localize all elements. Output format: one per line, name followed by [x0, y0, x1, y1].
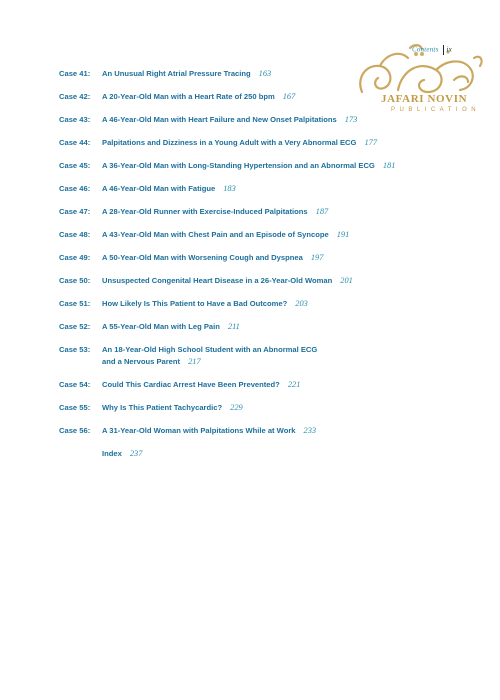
- toc-entry-text: [102, 321, 479, 333]
- page-number: 177: [364, 138, 377, 147]
- case-number: Case 54:: [59, 379, 91, 389]
- running-head-divider: [443, 45, 444, 55]
- page-number: 197: [310, 253, 324, 262]
- watermark-brand-text: JAFARI NOVIN: [381, 93, 468, 105]
- toc-entry-case-43[interactable]: [59, 114, 479, 126]
- toc-entry-text: [102, 137, 479, 149]
- case-title: Why Is This Patient Tachycardic?: [102, 402, 223, 412]
- case-number: Case 41:: [59, 69, 91, 78]
- toc-entry-case-55[interactable]: [59, 402, 479, 414]
- toc-entry-text: [102, 183, 479, 195]
- toc-entry-text: [102, 91, 479, 103]
- toc-entry-case-56[interactable]: [59, 425, 479, 437]
- case-number: Case 43:: [59, 115, 91, 124]
- case-title: A 36-Year-Old Man with Long-Standing Hypertension and an Abnormal ECG: [102, 161, 375, 170]
- toc-entry-text: [102, 448, 479, 460]
- case-number: Case 48:: [59, 230, 91, 239]
- table-of-contents: [59, 68, 479, 459]
- case-title: A 55-Year-Old Man with Leg Pain: [102, 322, 220, 331]
- case-title: A 28-Year-Old Runner with Exercise-Induced Palpitations: [102, 207, 308, 216]
- toc-entry-case-44[interactable]: [59, 137, 479, 149]
- page-number: 163: [258, 69, 272, 78]
- case-number: Case 55:: [59, 402, 91, 412]
- case-title: Unsuspected Congenital Heart Disease in a 26-Year-Old Woman: [102, 276, 333, 285]
- toc-entry-case-46[interactable]: [59, 183, 479, 195]
- page-number: 203: [295, 299, 308, 308]
- index-title: Index: [102, 448, 122, 458]
- case-number: Case 50:: [59, 276, 91, 285]
- case-title: Palpitations and Dizziness in a Young Adult with a Very Abnormal ECG: [102, 138, 357, 147]
- case-title: A 46-Year-Old Man with Heart Failure and New Onset Palpitations: [102, 115, 337, 124]
- case-title: A 43-Year-Old Man with Chest Pain and an Episode of Syncope: [102, 230, 329, 239]
- toc-entry-text: [102, 206, 479, 218]
- page-number: 183: [223, 184, 236, 193]
- toc-entry-case-48[interactable]: [59, 229, 479, 241]
- case-title: A 20-Year-Old Man with a Heart Rate of 250 bpm: [102, 92, 275, 101]
- case-title: Could This Cardiac Arrest Have Been Prevented?: [102, 379, 280, 389]
- case-title: A 31-Year-Old Woman with Palpitations While at Work: [102, 425, 296, 435]
- toc-entry-case-47[interactable]: [59, 206, 479, 218]
- toc-entry-case-51[interactable]: [59, 298, 479, 310]
- case-number: Case 56:: [59, 425, 91, 435]
- page-number: 167: [282, 92, 296, 101]
- toc-entry-text: [102, 402, 479, 414]
- case-title: How Likely Is This Patient to Have a Bad Outcome?: [102, 299, 288, 308]
- case-number: Case 51:: [59, 299, 91, 308]
- case-title: A 50-Year-Old Man with Worsening Cough and Dyspnea: [102, 253, 303, 262]
- case-title: An Unusual Right Atrial Pressure Tracing: [102, 69, 251, 78]
- case-number: Case 42:: [59, 92, 91, 101]
- toc-entry-case-54[interactable]: [59, 379, 479, 391]
- case-number: Case 46:: [59, 184, 91, 193]
- page-number: 211: [227, 322, 240, 331]
- case-number: Case 49:: [59, 253, 91, 262]
- case-number: Case 45:: [59, 161, 91, 170]
- running-head-page-number: ix: [446, 45, 452, 54]
- toc-entry-text: [102, 425, 479, 437]
- page-number: 173: [344, 115, 358, 124]
- toc-entry-text: [102, 160, 479, 172]
- toc-entry-case-41[interactable]: [59, 68, 479, 80]
- case-number: Case 44:: [59, 138, 91, 147]
- watermark-tagline-text: PUBLICATION: [391, 107, 481, 113]
- page-number: 191: [336, 230, 350, 239]
- running-head: [412, 45, 452, 55]
- toc-entry-text: [102, 275, 479, 287]
- toc-entry-text: [102, 114, 479, 126]
- toc-entry-text: [102, 298, 479, 310]
- page-number: 221: [287, 379, 301, 389]
- case-title: A 46-Year-Old Man with Fatigue: [102, 184, 216, 193]
- page-number: 217: [188, 356, 201, 366]
- toc-entry-case-50[interactable]: [59, 275, 479, 287]
- page-number: 229: [230, 402, 243, 412]
- case-number: Case 47:: [59, 207, 91, 216]
- toc-entry-case-42[interactable]: [59, 91, 479, 103]
- page-number: 237: [129, 448, 143, 458]
- case-title: An 18-Year-Old High School Student with an Abnormal ECG: [102, 345, 318, 354]
- case-title-continued: [102, 356, 479, 368]
- page-number: 201: [340, 276, 353, 285]
- toc-entry-case-53[interactable]: [59, 344, 479, 367]
- case-number: Case 52:: [59, 322, 91, 331]
- toc-entry-text: [102, 229, 479, 241]
- toc-entry-case-49[interactable]: [59, 252, 479, 264]
- toc-entry-text: [102, 68, 479, 80]
- toc-entry-index[interactable]: [59, 448, 479, 460]
- page-number: 181: [382, 161, 396, 170]
- toc-entry-case-52[interactable]: [59, 321, 479, 333]
- case-title-line2: and a Nervous Parent: [102, 356, 181, 366]
- case-number: Case 53:: [59, 345, 91, 354]
- page-number: 233: [303, 425, 317, 435]
- toc-entry-text: [102, 344, 479, 367]
- toc-entry-text: [102, 252, 479, 264]
- page-number: 187: [315, 207, 329, 216]
- running-head-section: Contents: [412, 45, 439, 54]
- toc-entry-text: [102, 379, 479, 391]
- toc-entry-case-45[interactable]: [59, 160, 479, 172]
